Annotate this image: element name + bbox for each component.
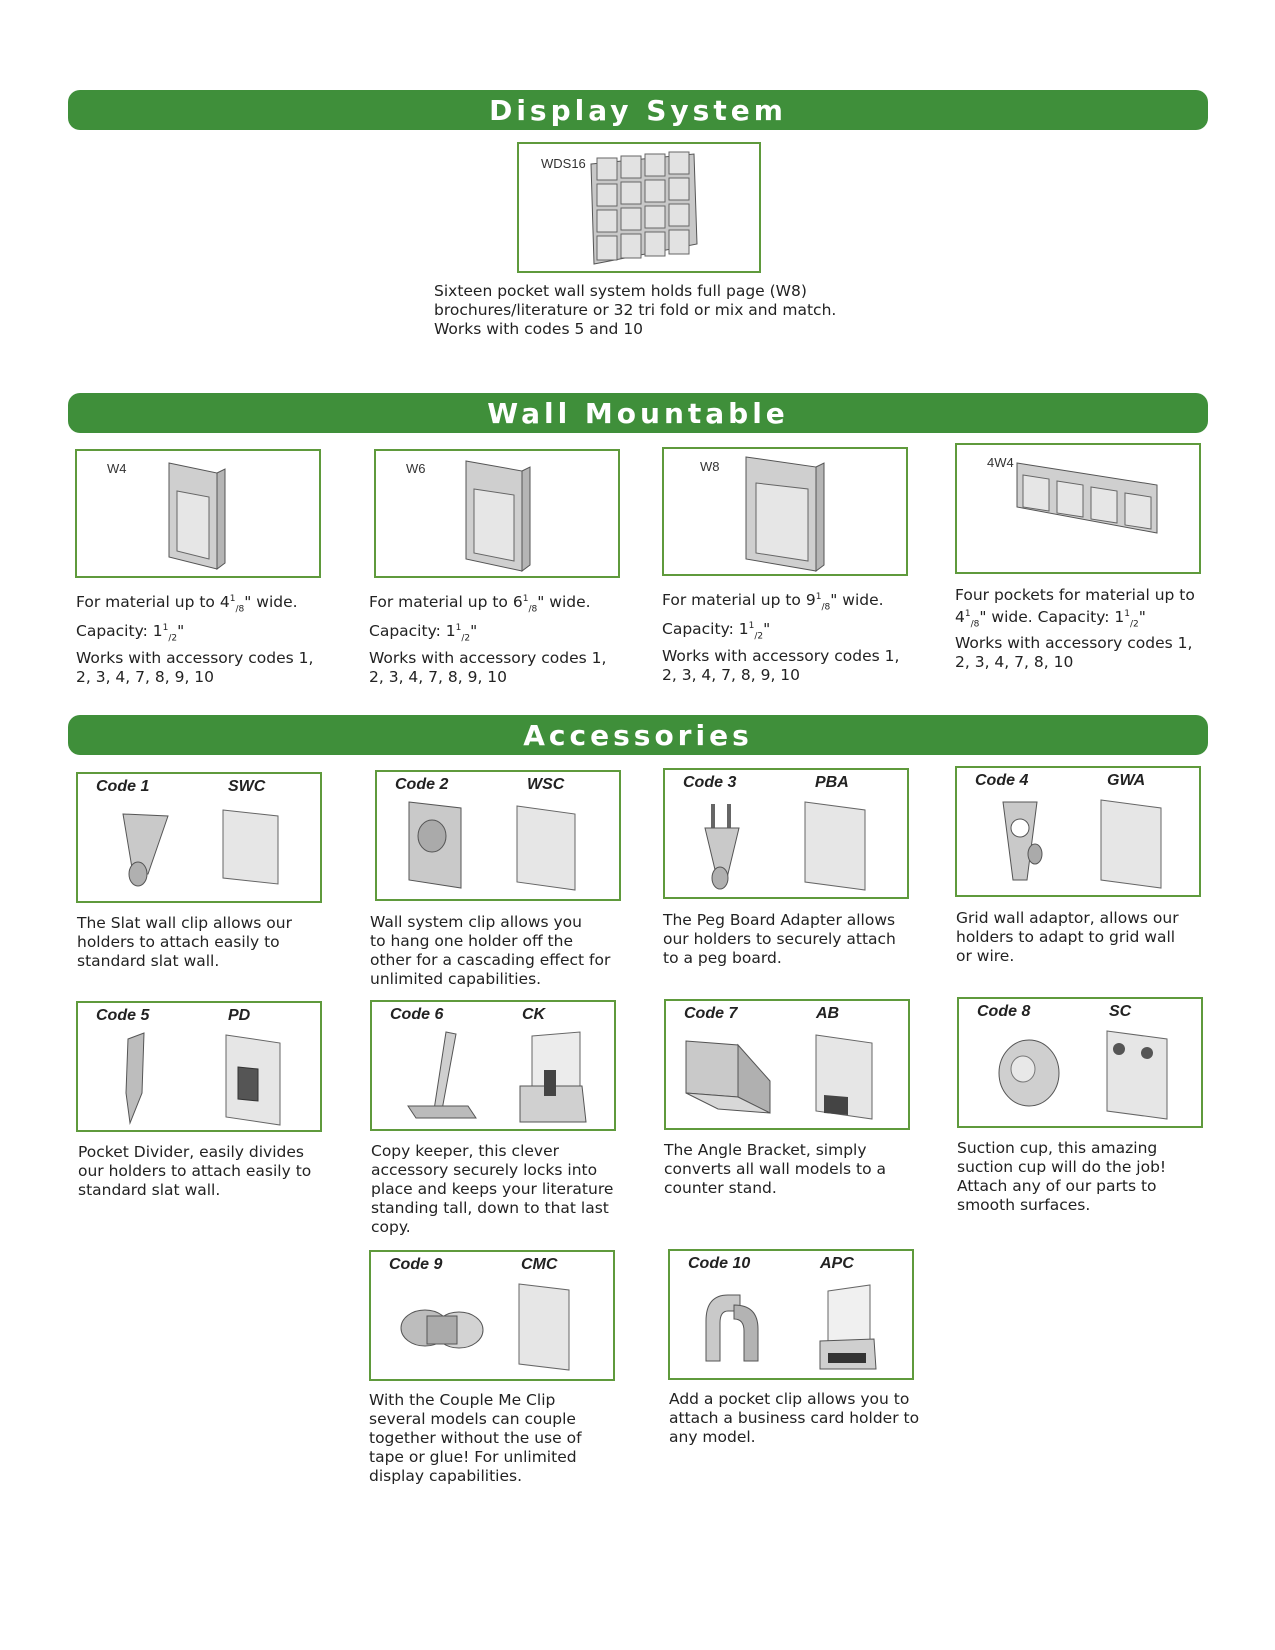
product-card-4w4: [955, 443, 1201, 574]
capacity-text: Capacity: 1: [662, 620, 749, 639]
capacity-text: Capacity: 1: [369, 622, 456, 641]
accessory-card-code-10: [668, 1249, 914, 1380]
fraction-denominator: /2: [754, 631, 764, 642]
description-line: smooth surfaces.: [957, 1196, 1091, 1214]
code-2-description: [370, 913, 610, 989]
description-line: 2, 3, 4, 7, 8, 9, 10: [76, 667, 215, 686]
description-line: standard slat wall.: [77, 952, 220, 970]
fraction-denominator: /8: [821, 602, 831, 613]
accessory-name: SC: [1109, 1003, 1132, 1020]
fraction-numerator: 1: [162, 623, 169, 634]
description-line: Works with codes 5 and 10: [434, 320, 644, 338]
accessory-code: Code 4: [975, 772, 1029, 789]
accessory-code: Code 5: [96, 1007, 150, 1024]
description-line: Pocket Divider, easily divides: [78, 1143, 304, 1161]
accessory-card-code-4: [955, 766, 1201, 897]
description-line: 2, 3, 4, 7, 8, 10: [955, 653, 1074, 672]
w8-description: [662, 588, 899, 685]
description-line: standard slat wall.: [78, 1181, 221, 1199]
description-text: For material up to 6: [369, 593, 523, 612]
fraction-denominator: /8: [528, 604, 538, 615]
fraction-numerator: 1: [229, 594, 236, 604]
fraction-denominator: /8: [235, 604, 245, 615]
accessory-card-code-2: [375, 770, 621, 901]
suction-cup-icon: [959, 999, 1205, 1130]
product-code: W6: [406, 461, 426, 476]
code-3-description: [663, 911, 896, 968]
description-line: any model.: [669, 1428, 756, 1446]
product-code: W4: [107, 461, 127, 476]
grid-wall-adaptor-icon: [957, 768, 1203, 899]
accessory-name: GWA: [1107, 772, 1146, 789]
code-1-description: [77, 914, 292, 971]
accessory-code: Code 9: [389, 1256, 443, 1273]
description-line: Works with accessory codes 1,: [76, 648, 314, 667]
fraction-denominator: /8: [970, 619, 980, 630]
description-line: Sixteen pocket wall system holds full page (W8): [434, 282, 807, 300]
section-title: Wall Mountable: [487, 396, 789, 430]
description-line: to hang one holder off the: [370, 932, 573, 950]
description-line: to a peg board.: [663, 949, 782, 967]
description-line: Works with accessory codes 1,: [662, 646, 900, 665]
description-line: attach a business card holder to: [669, 1409, 920, 1427]
code-8-description: [957, 1139, 1166, 1215]
description-line: Attach any of our parts to: [957, 1177, 1157, 1195]
accessory-code: Code 7: [684, 1005, 738, 1022]
description-text: For material up to 4: [76, 593, 230, 612]
fraction-numerator: 1: [522, 594, 529, 604]
fraction-numerator: 1: [455, 623, 462, 634]
section-title: Accessories: [523, 718, 753, 752]
code-4-description: [956, 909, 1179, 966]
fraction-numerator: 1: [748, 621, 755, 632]
capacity-text: ": [470, 622, 478, 641]
capacity-text: Capacity: 1: [76, 622, 163, 641]
description-line: brochures/literature or 32 tri fold or mix and match.: [434, 301, 837, 319]
code-5-description: [78, 1143, 311, 1200]
description-line: Works with accessory codes 1,: [369, 648, 607, 667]
description-line: The Angle Bracket, simply: [664, 1141, 867, 1159]
description-line: Works with accessory codes 1,: [955, 634, 1193, 653]
description-line: standing tall, down to that last: [371, 1199, 609, 1217]
code-7-description: [664, 1141, 886, 1198]
slat-wall-clip-icon: [78, 774, 324, 905]
description-text: For material up to 9: [662, 591, 816, 610]
accessory-card-code-6: [370, 1000, 616, 1131]
accessory-name: SWC: [228, 778, 266, 795]
description-line: counter stand.: [664, 1179, 777, 1197]
description-text: ": [1138, 608, 1146, 627]
capacity-text: ": [177, 622, 185, 641]
accessory-code: Code 3: [683, 774, 737, 791]
description-line: copy.: [371, 1218, 411, 1236]
description-text: " wide.: [244, 593, 298, 612]
description-line: several models can couple: [369, 1410, 576, 1428]
pocket-divider-icon: [78, 1003, 324, 1134]
accessory-name: AB: [816, 1005, 840, 1022]
description-line: Four pockets for material up to: [955, 586, 1195, 604]
product-card-w8: [662, 447, 908, 576]
accessory-name: WSC: [527, 776, 565, 793]
capacity-text: ": [763, 620, 771, 639]
display-system-description: [434, 282, 836, 339]
description-line: unlimited capabilities.: [370, 970, 542, 988]
description-text: " wide. Capacity: 1: [979, 608, 1125, 627]
section-banner-accessories: [68, 715, 1208, 755]
couple-me-clip-icon: [371, 1252, 617, 1383]
code-9-description: [369, 1391, 582, 1486]
accessory-code: Code 1: [96, 778, 150, 795]
product-code: WDS16: [541, 156, 586, 171]
description-line: Suction cup, this amazing: [957, 1139, 1158, 1157]
accessory-code: Code 6: [390, 1006, 444, 1023]
wall-display-system-icon: [519, 144, 763, 275]
description-line: 2, 3, 4, 7, 8, 9, 10: [662, 665, 801, 684]
accessory-card-code-8: [957, 997, 1203, 1128]
wall-system-clip-icon: [377, 772, 623, 903]
accessory-code: Code 2: [395, 776, 449, 793]
description-line: our holders to securely attach: [663, 930, 896, 948]
description-line: suction cup will do the job!: [957, 1158, 1167, 1176]
4w4-holder-icon: [957, 445, 1203, 576]
accessory-card-code-7: [664, 999, 910, 1130]
accessory-card-code-5: [76, 1001, 322, 1132]
description-line: Wall system clip allows you: [370, 913, 582, 931]
w8-holder-icon: [664, 449, 910, 578]
description-line: display capabilities.: [369, 1467, 523, 1485]
product-card-w4: [75, 449, 321, 578]
fraction-numerator: 1: [964, 609, 971, 619]
accessory-name: PD: [228, 1007, 251, 1024]
add-a-pocket-clip-icon: [670, 1251, 916, 1382]
description-line: together without the use of: [369, 1429, 582, 1447]
description-line: or wire.: [956, 947, 1015, 965]
description-line: place and keeps your literature: [371, 1180, 614, 1198]
w4-description: [76, 590, 313, 687]
product-card-wds16: [517, 142, 761, 273]
fraction-numerator: 1: [815, 592, 822, 602]
accessory-code: Code 10: [688, 1255, 751, 1272]
product-code: W8: [700, 459, 720, 474]
accessory-name: PBA: [815, 774, 849, 791]
description-line: accessory securely locks into: [371, 1161, 598, 1179]
description-line: With the Couple Me Clip: [369, 1391, 556, 1409]
fraction-numerator: 1: [1124, 609, 1130, 619]
code-6-description: [371, 1142, 613, 1237]
description-line: tape or glue! For unlimited: [369, 1448, 577, 1466]
code-10-description: [669, 1390, 919, 1447]
product-code: 4W4: [987, 455, 1014, 470]
fraction-denominator: /2: [461, 633, 471, 644]
4w4-description: [955, 586, 1195, 672]
accessory-card-code-9: [369, 1250, 615, 1381]
accessory-name: CK: [522, 1006, 546, 1023]
section-title: Display System: [489, 93, 787, 127]
peg-board-adapter-icon: [665, 770, 911, 901]
accessory-card-code-3: [663, 768, 909, 899]
description-line: other for a cascading effect for: [370, 951, 611, 969]
description-line: The Peg Board Adapter allows: [663, 911, 896, 929]
description-line: The Slat wall clip allows our: [77, 914, 292, 932]
copy-keeper-icon: [372, 1002, 618, 1133]
w6-description: [369, 590, 606, 687]
angle-bracket-icon: [666, 1001, 912, 1132]
description-line: holders to adapt to grid wall: [956, 928, 1176, 946]
product-card-w6: [374, 449, 620, 578]
description-line: our holders to attach easily to: [78, 1162, 312, 1180]
accessory-name: CMC: [521, 1256, 558, 1273]
description-line: converts all wall models to a: [664, 1160, 886, 1178]
description-line: Add a pocket clip allows you to: [669, 1390, 910, 1408]
accessory-card-code-1: [76, 772, 322, 903]
description-line: Grid wall adaptor, allows our: [956, 909, 1179, 927]
w4-holder-icon: [77, 451, 323, 580]
description-line: 2, 3, 4, 7, 8, 9, 10: [369, 667, 508, 686]
accessory-name: APC: [820, 1255, 854, 1272]
w6-holder-icon: [376, 451, 622, 580]
fraction-denominator: /2: [168, 633, 178, 644]
description-text: 4: [955, 608, 965, 627]
description-line: Copy keeper, this clever: [371, 1142, 559, 1160]
fraction-denominator: /2: [1130, 619, 1139, 630]
accessory-code: Code 8: [977, 1003, 1031, 1020]
description-text: " wide.: [830, 591, 884, 610]
section-banner-display-system: [68, 90, 1208, 130]
description-line: holders to attach easily to: [77, 933, 280, 951]
description-text: " wide.: [537, 593, 591, 612]
section-banner-wall-mountable: [68, 393, 1208, 433]
